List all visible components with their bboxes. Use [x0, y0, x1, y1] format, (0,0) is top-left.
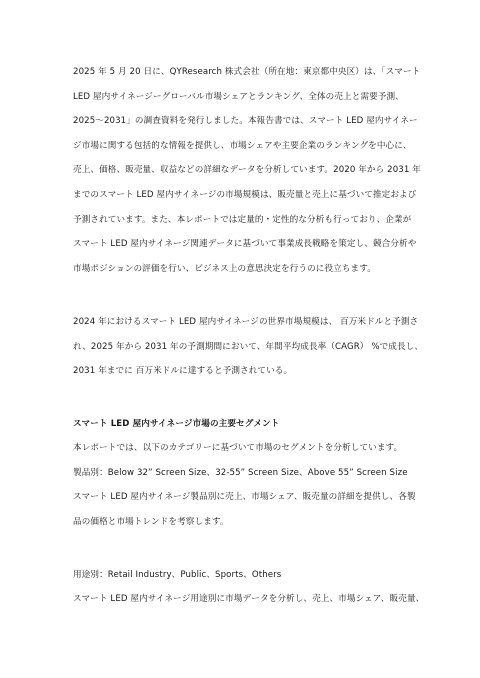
product-desc-line-2: 品の価格と市場トレンドを考察します。	[73, 517, 229, 527]
product-segment-label: 製品別：Below 32” Screen Size、32-55” Screen Size、Above 55” Screen Size	[73, 468, 408, 478]
application-segment-label: 用途別：Retail Industry、Public、Sports、Others	[73, 570, 282, 580]
paragraph1-line-3: 2025～2031」の調査資料を発行しました。本報告書では、スマート LED 屋内サイネー	[73, 116, 418, 126]
paragraph1-line-8: スマート LED 屋内サイネージ関連データに基づいて事業成長戦略を策定し、競合分析や	[73, 239, 417, 249]
section-intro: 本レポートでは、以下のカテゴリーに基づいて市場のセグメントを分析しています。	[73, 443, 403, 453]
product-desc-line-1: スマート LED 屋内サイネージ製品別に売上、市場シェア、販売量の詳細を提供し、各製	[73, 492, 416, 502]
section-heading: スマート LED 屋内サイネージ市場の主要セグメント	[73, 419, 280, 429]
paragraph2-line-3: 2031 年までに 百万米ドルに達すると予測されている。	[73, 366, 293, 376]
paragraph1-line-5: 売上、価格、販売量、収益などの詳細なデータを分析しています。2020 年から 2031 年	[73, 165, 421, 175]
paragraph2-line-2: れ、2025 年から 2031 年の予測期間において、年間平均成長率（CAGR） %で成長し、	[73, 342, 424, 352]
paragraph2-line-1: 2024 年におけるスマート LED 屋内サイネージの世界市場規模は、 百万米ドルと予測さ	[73, 317, 419, 327]
paragraph1-line-7: 予測されています。また、本レポートでは定量的・定性的な分析も行っており、企業が	[73, 215, 412, 225]
paragraph1-line-2: LED 屋内サイネージーグローバル市場シェアとランキング、全体の売上と需要予測、	[73, 92, 404, 102]
paragraph1-line-6: までのスマート LED 屋内サイネージの市場規模は、販売量と売上に基づいて推定および	[73, 190, 417, 200]
paragraph1-line-1: 2025 年 5 月 20 日に、QYResearch 株式会社（所在地：東京都中央区）は、「スマート	[73, 67, 421, 77]
application-desc-line-1: スマート LED 屋内サイネージ用途別に市場データを分析し、売上、市場シェア、販売量、	[73, 594, 425, 604]
paragraph1-line-4: ジ市場に関する包括的な情報を提供し、市場シェアや主要企業のランキングを中心に、	[73, 141, 412, 151]
paragraph1-line-9: 市場ポジションの評価を行い、ビジネス上の意思決定を行うのに役立ちます。	[73, 264, 376, 274]
